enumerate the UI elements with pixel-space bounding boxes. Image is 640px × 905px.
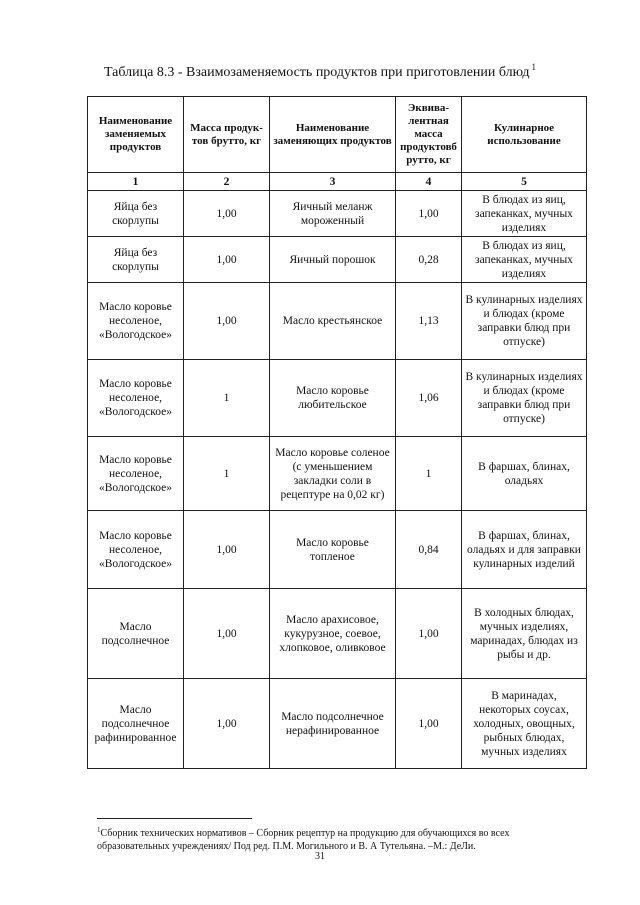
- cell-culinary-use: В фаршах, блинах, оладьях: [462, 437, 587, 511]
- cell-culinary-use: В кулинарных изделиях и блюдах (кроме заправки блюд при отпуске): [462, 360, 587, 437]
- substitution-table: [87, 96, 587, 769]
- column-number: 2: [184, 173, 270, 191]
- header-culinary-use: Кулинарное использование: [462, 97, 587, 173]
- cell-gross-mass: 1,00: [184, 191, 270, 237]
- table-row: [88, 589, 587, 679]
- cell-replaced-product: Масло подсолнечное рафинированное: [88, 679, 184, 769]
- column-number-row: [88, 173, 587, 191]
- cell-equivalent-mass: 1,06: [396, 360, 462, 437]
- cell-gross-mass: 1: [184, 437, 270, 511]
- cell-replacing-product: Яичный порошок: [270, 237, 396, 283]
- table-header-row: [88, 97, 587, 173]
- cell-replaced-product: Масло подсолнечное: [88, 589, 184, 679]
- cell-replacing-product: Масло крестьянское: [270, 283, 396, 360]
- cell-equivalent-mass: 1,00: [396, 589, 462, 679]
- cell-gross-mass: 1,00: [184, 283, 270, 360]
- column-number: 4: [396, 173, 462, 191]
- cell-replacing-product: Масло коровье любительское: [270, 360, 396, 437]
- cell-replaced-product: Масло коровье несоленое, «Вологодское»: [88, 511, 184, 589]
- table-row: [88, 283, 587, 360]
- cell-culinary-use: В блюдах из яиц, запеканках, мучных изделиях: [462, 237, 587, 283]
- cell-replacing-product: Масло арахисовое, кукурузное, соевое, хлопковое, оливковое: [270, 589, 396, 679]
- cell-replacing-product: Масло коровье соленое (с уменьшением закладки соли в рецептуре на 0,02 кг): [270, 437, 396, 511]
- footnote: [97, 824, 557, 853]
- cell-equivalent-mass: 0,84: [396, 511, 462, 589]
- cell-replaced-product: Масло коровье несоленое, «Вологодское»: [88, 437, 184, 511]
- cell-replaced-product: Масло коровье несоленое, «Вологодское»: [88, 360, 184, 437]
- table-row: [88, 191, 587, 237]
- table-row: [88, 237, 587, 283]
- cell-replacing-product: Масло коровье топленое: [270, 511, 396, 589]
- cell-culinary-use: В блюдах из яиц, запеканках, мучных изделиях: [462, 191, 587, 237]
- header-replacing-product: Наименование заменяющих продуктов: [270, 97, 396, 173]
- table-row: [88, 679, 587, 769]
- column-number: 5: [462, 173, 587, 191]
- cell-equivalent-mass: 1,00: [396, 191, 462, 237]
- cell-equivalent-mass: 1,13: [396, 283, 462, 360]
- footnote-divider: [97, 818, 252, 819]
- header-replaced-product: Наименование заменяемых продуктов: [88, 97, 184, 173]
- cell-replacing-product: Масло подсолнечное нерафинированное: [270, 679, 396, 769]
- cell-replacing-product: Яичный меланж мороженный: [270, 191, 396, 237]
- header-gross-mass: Масса продук- тов брутто, кг: [184, 97, 270, 173]
- cell-gross-mass: 1,00: [184, 511, 270, 589]
- cell-gross-mass: 1,00: [184, 237, 270, 283]
- cell-culinary-use: В фаршах, блинах, оладьях и для заправки кулинарных изделий: [462, 511, 587, 589]
- cell-equivalent-mass: 1,00: [396, 679, 462, 769]
- cell-replaced-product: Масло коровье несоленое, «Вологодское»: [88, 283, 184, 360]
- cell-gross-mass: 1,00: [184, 589, 270, 679]
- cell-replaced-product: Яйца без скорлупы: [88, 191, 184, 237]
- cell-culinary-use: В кулинарных изделиях и блюдах (кроме заправки блюд при отпуске): [462, 283, 587, 360]
- table-row: [88, 437, 587, 511]
- footnote-mark: 1: [97, 826, 101, 834]
- table-title-text: Таблица 8.3 - Взаимозаменяемость продуктов при приготовлении блюд: [103, 65, 530, 80]
- header-equivalent-mass: Эквива- лентная масса продуктовб рутто, кг: [396, 97, 462, 173]
- title-footnote-mark: 1: [531, 62, 537, 72]
- cell-replaced-product: Яйца без скорлупы: [88, 237, 184, 283]
- cell-gross-mass: 1,00: [184, 679, 270, 769]
- table-title: [0, 58, 640, 82]
- column-number: 3: [270, 173, 396, 191]
- cell-equivalent-mass: 1: [396, 437, 462, 511]
- cell-gross-mass: 1: [184, 360, 270, 437]
- table-row: [88, 360, 587, 437]
- cell-equivalent-mass: 0,28: [396, 237, 462, 283]
- cell-culinary-use: В маринадах, некоторых соусах, холодных, овощных, рыбных блюдах, мучных изделиях: [462, 679, 587, 769]
- cell-culinary-use: В холодных блюдах, мучных изделиях, маринадах, блюдах из рыбы и др.: [462, 589, 587, 679]
- footnote-text: Сборник технических нормативов – Сборник рецептур на продукцию для обучающихся во всех образовательных учреждениях/ Под ред. П.М. Могильного и В. А Тутельяна. –М.: ДеЛи.: [97, 828, 510, 852]
- column-number: 1: [88, 173, 184, 191]
- table-row: [88, 511, 587, 589]
- page-number: 31: [315, 851, 325, 862]
